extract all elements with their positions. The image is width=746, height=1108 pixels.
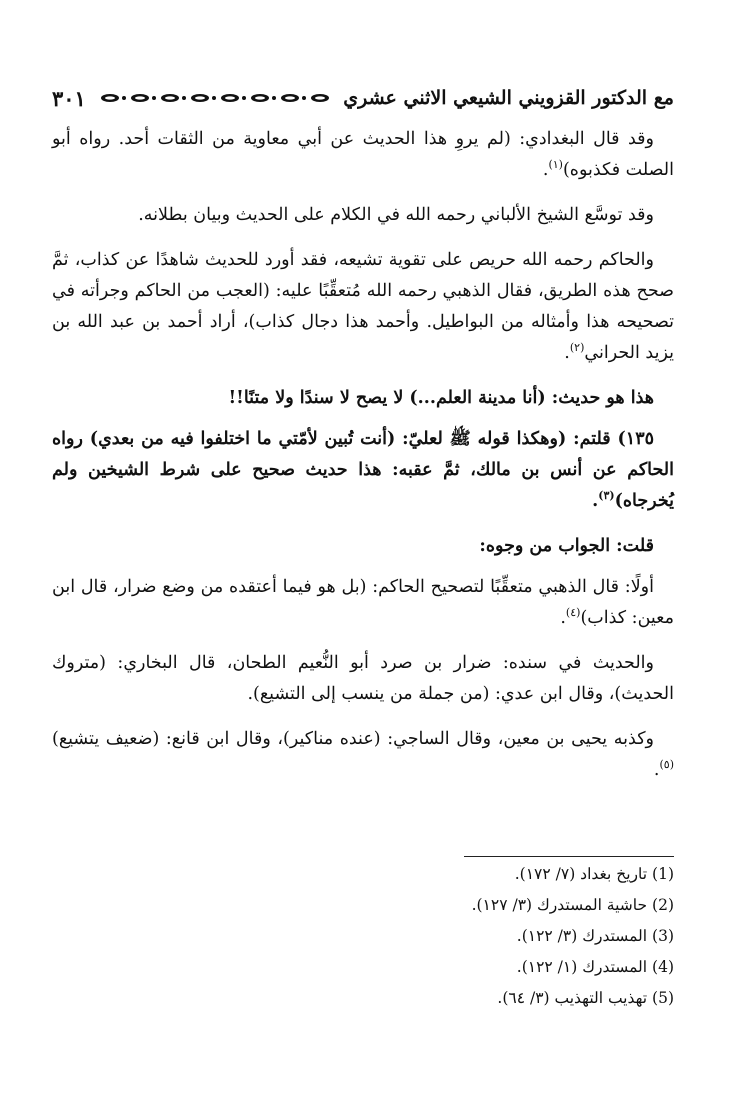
page-number: ٣٠١ (52, 85, 86, 111)
footnote-ref: (٣) (598, 489, 615, 503)
paragraph: قلت: الجواب من وجوه: (479, 536, 654, 556)
footnote-divider (464, 856, 674, 857)
footnote-ref: (١) (548, 158, 563, 172)
footnote: (4) المستدرك (١/ ١٢٢). (516, 958, 674, 976)
footnote-ref: (٥) (659, 758, 674, 772)
body-text (52, 124, 674, 786)
paragraph: أولًا: قال الذهبي متعقِّبًا لتصحيح الحاكم: (بل هو فيما أعتقده من وضع ضرار، قال ابن معين: كذاب)$^{(٤)}$. (52, 577, 674, 628)
ornament-border-icon (92, 91, 337, 105)
footnote: (1) تاريخ بغداد (٧/ ١٧٢). (514, 865, 674, 883)
paragraph: ١٣٥) قلتم: (وهكذا قوله ﷺ لعليّ: (أنت تُبين لأمّتي ما اختلفوا فيه من بعدي) رواه الحاكم عن أنس بن مالك، ثمَّ عقبه: هذا حديث صحيح على شرط الشيخين ولم يُخرجاه)$^{(٣)}$. (52, 429, 674, 511)
paragraph: وقد قال البغدادي: (لم يروِ هذا الحديث عن أبي معاوية من الثقات أحد. رواه أبو الصلت فكذبوه)$^{(١)}$. (52, 129, 674, 180)
paragraph: وقد توسَّع الشيخ الألباني رحمه الله في الكلام على الحديث وبيان بطلانه. (138, 205, 654, 225)
footnote: (2) حاشية المستدرك (٣/ ١٢٧). (471, 896, 674, 914)
paragraph: وكذبه يحيى بن معين، وقال الساجي: (عنده مناكير)، وقال ابن قانع: (ضعيف يتشيع)$^{(٥)}$. (52, 729, 674, 780)
footnote: (5) تهذيب التهذيب (٣/ ٦٤). (497, 989, 674, 1007)
paragraph: هذا هو حديث: (أنا مدينة العلم...) لا يصح لا سندًا ولا متنًا!! (228, 388, 654, 408)
header-title: مع الدكتور القزويني الشيعي الاثني عشري (343, 87, 674, 109)
footnote-ref: (٢) (569, 341, 585, 355)
footnotes (60, 864, 674, 1019)
paragraph: والحديث في سنده: ضرار بن صرد أبو النُّعيم الطحان، قال البخاري: (متروك الحديث)، وقال ابن عدي: (من جملة من ينسب إلى التشيع). (52, 653, 674, 704)
paragraph: والحاكم رحمه الله حريص على تقوية تشيعه، فقد أورد للحديث شاهدًا عن كذاب، ثمَّ صحح هذه الطريق، فقال الذهبي رحمه الله مُتعقِّبًا عليه: (العجب من الحاكم وجرأته في تصحيحه هذا وأمثاله من البواطيل. وأحمد هذا دجال كذاب)، أراد أحمد بن عبد الله بن يزيد الحراني$^{(٢)}$. (52, 250, 674, 363)
footnote-ref: (٤) (565, 606, 581, 620)
running-header (52, 78, 674, 118)
footnote: (3) المستدرك (٣/ ١٢٢). (516, 927, 674, 945)
